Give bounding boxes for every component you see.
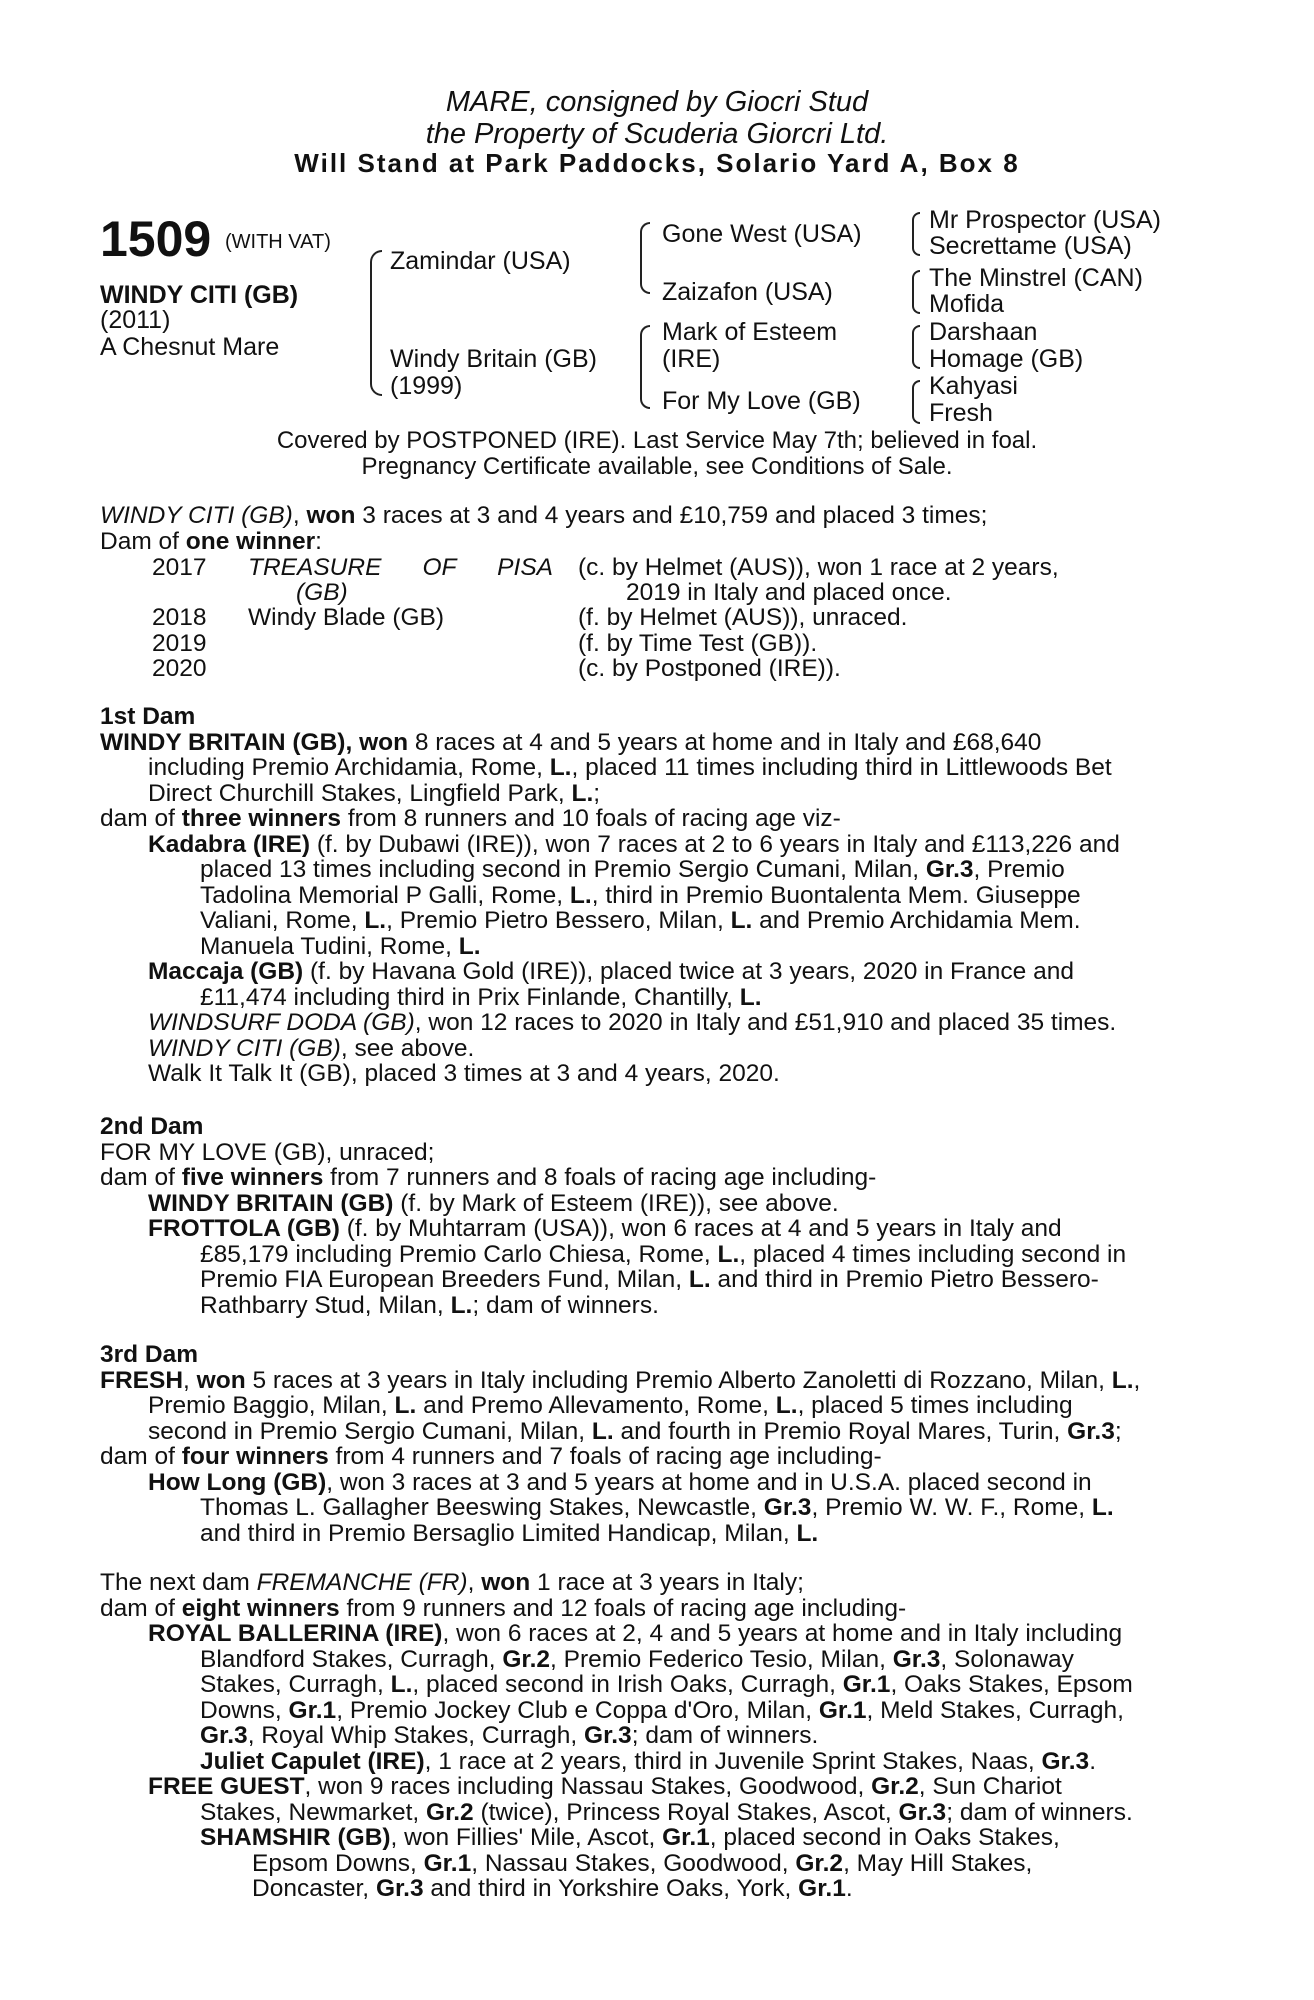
vat-note: (WITH VAT) xyxy=(225,231,331,253)
produce-year: 2019 xyxy=(152,630,207,657)
text: (twice), Princess Royal Stakes, Ascot, xyxy=(473,1798,899,1826)
text: and fourth in Premio Royal Mares, Turin, xyxy=(613,1417,1068,1445)
text: (f. by Muhtarram (USA)), won 6 races at 4 and 5 years in Italy and xyxy=(339,1215,1062,1242)
dam-line: FOR MY LOVE (GB), unraced; xyxy=(100,1138,435,1166)
won-label: won xyxy=(306,502,356,529)
foal-name: ROYAL BALLERINA (IRE) xyxy=(148,1620,443,1647)
grade: Gr.1 xyxy=(798,1875,846,1902)
pedigree-ddd: Fresh xyxy=(929,399,993,427)
punct: . xyxy=(1089,1747,1096,1775)
consignor-line: MARE, consigned by Giocri Stud xyxy=(445,86,869,118)
pedigree-sire: Zamindar (USA) xyxy=(390,247,571,275)
text: Manuela Tudini, Rome, xyxy=(200,932,459,960)
foal-name: WINDY CITI (GB) xyxy=(148,1034,341,1062)
text: and Premio Archidamia Mem. xyxy=(752,907,1081,934)
text: Thomas L. Gallagher Beeswing Stakes, Newcastle, xyxy=(200,1494,764,1521)
text: Tadolina Memorial P Galli, Rome, xyxy=(200,881,570,909)
foal-name: Maccaja (GB) xyxy=(148,958,304,985)
text: , won 9 races including Nassau Stakes, Goodwood, xyxy=(304,1773,872,1800)
grade: L. xyxy=(571,779,594,807)
text: , placed 5 times including xyxy=(797,1392,1073,1419)
text: Epsom Downs, xyxy=(252,1849,424,1877)
text: (f. by Havana Gold (IRE)), placed twice at 3 years, 2020 in France and xyxy=(303,958,1074,985)
grade: Gr.2 xyxy=(426,1798,474,1826)
winners-count: four winners xyxy=(181,1443,329,1470)
next-dam-section xyxy=(100,1570,1204,1902)
text: Premio Baggio, Milan, xyxy=(148,1392,395,1419)
text: , won Fillies' Mile, Ascot, xyxy=(390,1824,663,1851)
text: and third in Yorkshire Oaks, York, xyxy=(423,1875,799,1902)
text: , won 12 races to 2020 in Italy and £51,910 and placed 35 times. xyxy=(414,1009,1117,1036)
text: Rathbarry Stud, Milan, xyxy=(200,1291,451,1319)
grade: L. xyxy=(364,907,387,934)
text: , placed 11 times including third in Littlewoods Bet xyxy=(571,754,1112,781)
grade: Gr.3 xyxy=(200,1722,248,1749)
section-heading: 1st Dam xyxy=(100,703,196,730)
dam-name: WINDY BRITAIN (GB) xyxy=(100,728,346,756)
text: Downs, xyxy=(200,1696,289,1724)
grade: L. xyxy=(394,1392,417,1419)
grade: Gr.3 xyxy=(925,856,974,883)
covered-note: Covered by POSTPONED (IRE). Last Service May 7th; believed in foal. xyxy=(276,427,1038,454)
grade: Gr.3 xyxy=(892,1645,941,1673)
text: Direct Churchill Stakes, Lingfield Park, xyxy=(148,779,572,807)
foal-name: WINDY BRITAIN (GB) xyxy=(148,1189,394,1217)
text: Premio FIA European Breeders Fund, Milan, xyxy=(200,1266,689,1293)
text: 5 races at 3 years in Italy including Premio Alberto Zanoletti di Rozzano, Milan, xyxy=(245,1366,1112,1394)
horse-year: (2011) xyxy=(100,306,171,334)
text: , Premio Federico Tesio, Milan, xyxy=(550,1645,893,1673)
third-dam-section xyxy=(100,1342,1204,1546)
foal-name: FREE GUEST xyxy=(148,1773,305,1800)
grade: Gr.2 xyxy=(502,1645,551,1673)
punct: . xyxy=(845,1875,853,1902)
mare-name: WINDY CITI (GB) xyxy=(100,502,293,529)
text: Stakes, Newmarket, xyxy=(200,1798,427,1826)
text: dam of xyxy=(100,805,182,832)
grade: L. xyxy=(591,1417,614,1445)
text: and third in Premio Pietro Bessero- xyxy=(710,1266,1099,1293)
text: , placed second in Irish Oaks, Curragh, xyxy=(412,1671,843,1698)
text: Doncaster, xyxy=(252,1875,376,1902)
text: dam of xyxy=(100,1443,182,1470)
text: dam of xyxy=(100,1594,182,1622)
pedigree-dsd: Homage (GB) xyxy=(929,345,1084,373)
text: ; dam of winners. xyxy=(631,1722,819,1749)
text: Blandford Stakes, Curragh, xyxy=(200,1645,503,1673)
text: , Oaks Stakes, Epsom xyxy=(890,1671,1133,1698)
text: , won 6 races at 2, 4 and 5 years at home and in Italy including xyxy=(442,1620,1123,1647)
pedigree-sss: Mr Prospector (USA) xyxy=(929,206,1161,234)
pedigree-sdd: Mofida xyxy=(929,290,1005,318)
lot-number: 1509 xyxy=(100,211,212,267)
grade: Gr.2 xyxy=(871,1773,919,1800)
winners-count: three winners xyxy=(181,805,342,832)
text: £11,474 including third in Prix Finlande, Chantilly, xyxy=(200,983,740,1011)
text: ; dam of winners. xyxy=(946,1798,1133,1826)
grade: Gr.1 xyxy=(842,1671,891,1698)
grade: L. xyxy=(390,1671,413,1698)
horse-description: A Chesnut Mare xyxy=(100,333,280,361)
foal-name: WINDSURF DODA (GB) xyxy=(148,1009,415,1036)
pedigree-dds: Kahyasi xyxy=(929,372,1018,400)
text: , Premio W. W. F., Rome, xyxy=(811,1494,1092,1521)
section-heading: 3rd Dam xyxy=(100,1341,199,1368)
second-dam-section xyxy=(100,1114,1204,1318)
text: , third in Premio Buontalenta Mem. Giuseppe xyxy=(591,881,1081,909)
produce-year: 2020 xyxy=(152,655,207,682)
dam-name: FREMANCHE (FR) xyxy=(256,1569,468,1596)
grade: L. xyxy=(450,1291,473,1319)
first-dam-section xyxy=(100,704,1204,1087)
text: and Premo Allevamento, Rome, xyxy=(416,1392,776,1419)
won-label: won xyxy=(481,1569,531,1596)
text: £85,179 including Premio Carlo Chiesa, Rome, xyxy=(200,1240,718,1268)
text: from 7 runners and 8 foals of racing age including- xyxy=(323,1164,877,1191)
text: , won 3 races at 3 and 5 years at home and in U.S.A. placed second in xyxy=(326,1468,1092,1496)
grade: Gr.3 xyxy=(375,1875,424,1902)
punct: , xyxy=(1133,1366,1141,1394)
foal-name: Juliet Capulet (IRE) xyxy=(200,1747,425,1775)
text: , Nassau Stakes, Goodwood, xyxy=(471,1849,796,1877)
grade: L. xyxy=(796,1519,819,1547)
punct: , xyxy=(467,1569,482,1596)
text: 8 races at 4 and 5 years at home and in Italy and £68,640 xyxy=(408,728,1042,756)
punct: , xyxy=(345,728,360,756)
produce-year: 2017 xyxy=(152,554,207,581)
pedigree-brace xyxy=(640,222,650,294)
punct: , xyxy=(183,1366,197,1394)
grade: Gr.3 xyxy=(898,1798,947,1826)
produce-info: (c. by Postponed (IRE)). xyxy=(578,655,841,682)
text: Stakes, Curragh, xyxy=(200,1671,391,1698)
grade: Gr.1 xyxy=(288,1696,337,1724)
pedigree-sire-sire: Gone West (USA) xyxy=(662,220,862,248)
produce-year: 2018 xyxy=(152,604,207,631)
text: and third in Premio Bersaglio Limited Handicap, Milan, xyxy=(200,1519,797,1547)
grade: Gr.1 xyxy=(423,1849,472,1877)
text: from 9 runners and 12 foals of racing age including- xyxy=(339,1594,907,1622)
text: , Meld Stakes, Curragh, xyxy=(866,1696,1124,1724)
text: , placed second in Oaks Stakes, xyxy=(709,1824,1060,1851)
winners-count: five winners xyxy=(181,1164,324,1191)
section-heading: 2nd Dam xyxy=(100,1113,204,1140)
pedigree-brace xyxy=(912,212,920,256)
text: (f. by Mark of Esteem (IRE)), see above. xyxy=(393,1189,839,1217)
foal-name: Kadabra (IRE) xyxy=(148,830,311,858)
grade: Gr.1 xyxy=(662,1824,710,1851)
pedigree-dam-year: (1999) xyxy=(390,372,463,400)
grade: L. xyxy=(1091,1494,1114,1521)
pedigree-brace xyxy=(640,325,650,409)
grade: L. xyxy=(717,1240,740,1268)
produce-info: (f. by Time Test (GB)). xyxy=(578,630,818,657)
text: , Solonaway xyxy=(940,1645,1074,1673)
text: placed 13 times including second in Premio Sergio Cumani, Milan, xyxy=(200,856,926,883)
text: Valiani, Rome, xyxy=(200,907,365,934)
pedigree-brace xyxy=(912,270,920,314)
text: , Sun Chariot xyxy=(918,1773,1062,1800)
grade: Gr.3 xyxy=(1067,1417,1115,1445)
produce-name: TREASURE OF PISA xyxy=(248,554,553,581)
text: including Premio Archidamia, Rome, xyxy=(148,754,550,781)
text: , May Hill Stakes, xyxy=(843,1849,1033,1877)
produce-info: (f. by Helmet (AUS)), unraced. xyxy=(578,604,908,631)
winners-count: eight winners xyxy=(181,1594,340,1622)
text: , Premio xyxy=(973,856,1065,883)
text: , 1 race at 2 years, third in Juvenile Sprint Stakes, Naas, xyxy=(424,1747,1042,1775)
mare-record: WINDY CITI (GB), won 3 races at 3 and 4 years and £10,759 and placed 3 times; Dam of one winner: xyxy=(100,502,988,555)
pedigree-ssd: Secrettame (USA) xyxy=(929,232,1132,260)
text: ; dam of winners. xyxy=(472,1291,659,1319)
pedigree-dam-sire: Mark of Esteem xyxy=(662,318,838,346)
text: , Premio Jockey Club e Coppa d'Oro, Milan, xyxy=(336,1696,819,1724)
punct: : xyxy=(315,527,322,555)
grade: L. xyxy=(775,1392,798,1419)
foal-name: FROTTOLA (GB) xyxy=(148,1215,340,1242)
pedigree-sire-dam: Zaizafon (USA) xyxy=(662,278,833,306)
pedigree-dam-sire-origin: (IRE) xyxy=(662,345,721,373)
text: dam of xyxy=(100,1164,182,1191)
grade: L. xyxy=(688,1266,711,1293)
text: , placed 4 times including second in xyxy=(739,1240,1127,1268)
text: The next dam xyxy=(100,1569,257,1596)
pedigree-dss: Darshaan xyxy=(929,318,1038,346)
grade: L. xyxy=(730,907,753,934)
pedigree-brace xyxy=(912,380,920,424)
text: , Premio Pietro Bessero, Milan, xyxy=(386,907,731,934)
grade: L. xyxy=(1111,1366,1134,1394)
grade: L. xyxy=(549,754,572,781)
punct: ; xyxy=(1114,1417,1122,1445)
produce-name: Windy Blade (GB) xyxy=(248,604,445,631)
grade: Gr.3 xyxy=(1041,1747,1090,1775)
location-line: Will Stand at Park Paddocks, Solario Yard A, Box 8 xyxy=(294,148,1020,178)
foal-line: Walk It Talk It (GB), placed 3 times at 3 and 4 years, 2020. xyxy=(148,1060,780,1087)
foal-name: SHAMSHIR (GB) xyxy=(200,1824,391,1851)
pedigree-dam-dam: For My Love (GB) xyxy=(662,387,861,415)
dam-name: FRESH xyxy=(100,1366,184,1394)
won-label: won xyxy=(359,728,409,756)
text: (f. by Dubawi (IRE)), won 7 races at 2 to 6 years in Italy and £113,226 and xyxy=(310,830,1120,858)
foal-name: How Long (GB) xyxy=(148,1468,327,1496)
text: 1 race at 3 years in Italy; xyxy=(530,1569,804,1596)
property-line: the Property of Scuderia Giorcri Ltd. xyxy=(425,118,889,150)
grade: Gr.3 xyxy=(763,1494,812,1521)
text: , Royal Whip Stakes, Curragh, xyxy=(247,1722,585,1749)
produce-name-origin: (GB) xyxy=(296,579,348,606)
text: from 4 runners and 7 foals of racing age including- xyxy=(328,1443,882,1470)
text: second in Premio Sergio Cumani, Milan, xyxy=(148,1417,592,1445)
punct: ; xyxy=(593,779,601,807)
grade: L. xyxy=(569,881,592,909)
text: , see above. xyxy=(340,1034,475,1062)
grade: Gr.2 xyxy=(795,1849,844,1877)
pedigree-dam: Windy Britain (GB) xyxy=(390,345,597,373)
grade: Gr.3 xyxy=(584,1722,632,1749)
dam-of-label: Dam of xyxy=(100,527,186,555)
text: from 8 runners and 10 foals of racing age viz- xyxy=(341,805,841,832)
pedigree-brace xyxy=(370,250,382,396)
grade: Gr.1 xyxy=(818,1696,867,1724)
grade: L. xyxy=(739,983,762,1011)
produce-info: (c. by Helmet (AUS)), won 1 race at 2 years, xyxy=(578,554,1059,581)
produce-info: 2019 in Italy and placed once. xyxy=(626,579,952,606)
winners-count: one winner xyxy=(185,527,316,555)
pregnancy-note: Pregnancy Certificate available, see Conditions of Sale. xyxy=(361,453,953,480)
pedigree-sds: The Minstrel (CAN) xyxy=(929,264,1143,292)
mare-record-text: 3 races at 3 and 4 years and £10,759 and placed 3 times; xyxy=(355,502,988,529)
grade: L. xyxy=(458,932,481,960)
horse-name: WINDY CITI (GB) xyxy=(100,281,299,309)
won-label: won xyxy=(196,1366,246,1394)
pedigree-brace xyxy=(912,325,920,369)
